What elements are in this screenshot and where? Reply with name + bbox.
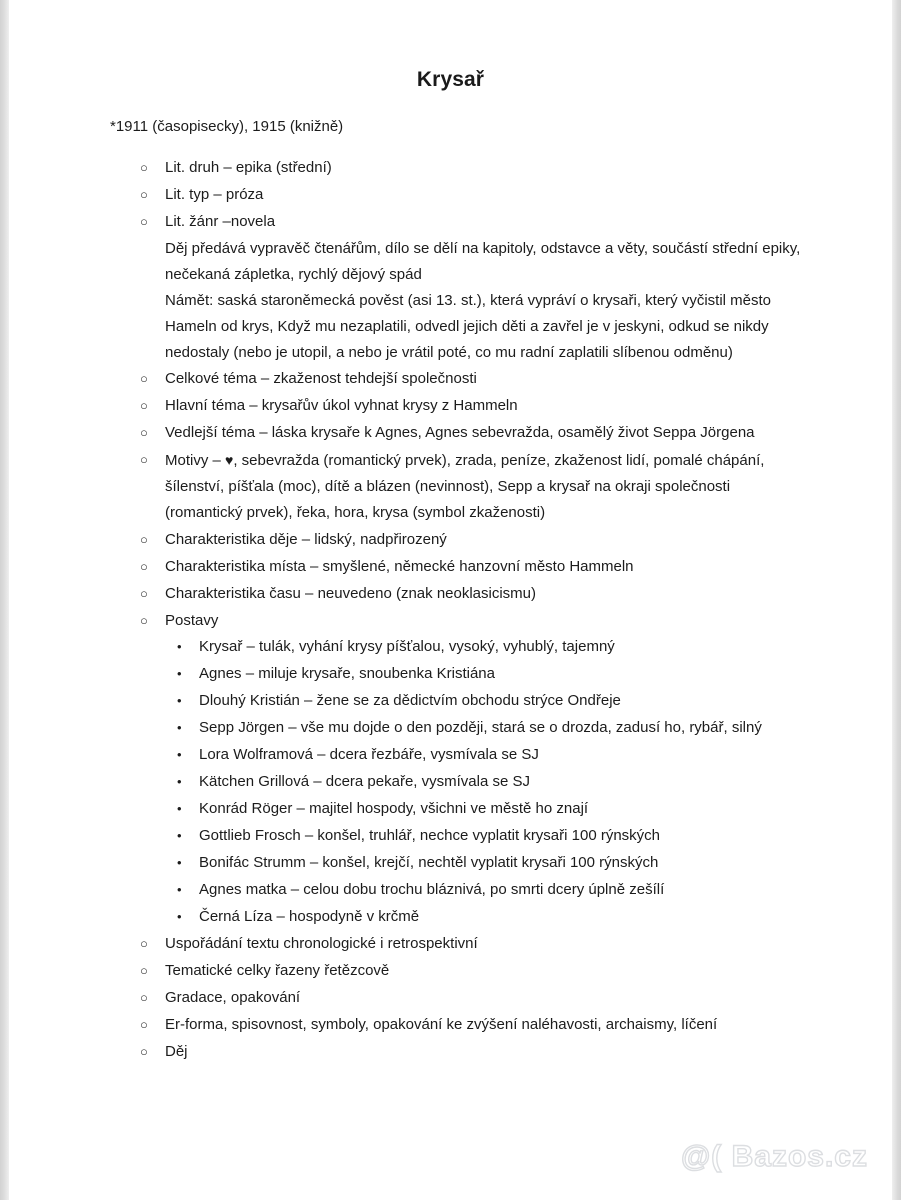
list-item <box>165 661 802 687</box>
motifs-text: , sebevražda (romantický prvek), zrada, peníze, zkaženost lidí, pomalé chápání, šílenství, píšťala (moc), dítě a blázen (nevinnost), Sepp a krysař na okraji společnosti (romantický prvek), řeka, hora, krysa (symbol zkaženosti) <box>165 452 765 521</box>
character-entry: Dlouhý Kristián – žene se za dědictvím obchodu strýce Ondřeje <box>199 692 621 709</box>
character-entry: Černá Líza – hospodyně v krčmě <box>199 908 420 925</box>
circle-bullet-icon: ○ <box>140 1017 148 1032</box>
list-item <box>9 1039 892 1065</box>
dot-bullet-icon: • <box>177 828 182 843</box>
list-item-text: Vedlejší téma – láska krysaře k Agnes, Agnes sebevražda, osamělý život Seppa Jörgena <box>165 424 755 441</box>
character-entry: Agnes matka – celou dobu trochu bláznivá, po smrti dcery úplně zešílí <box>199 881 665 898</box>
list-item-text: Postavy <box>165 612 219 629</box>
list-item <box>165 688 802 714</box>
circle-bullet-icon: ○ <box>140 1044 148 1059</box>
list-item-text: Charakteristika děje – lidský, nadpřirozený <box>165 531 447 548</box>
dot-bullet-icon: • <box>177 720 182 735</box>
list-item <box>9 931 892 957</box>
page-edge-right <box>892 0 901 1200</box>
list-item <box>9 985 892 1011</box>
list-item <box>9 527 892 553</box>
document-page <box>9 0 892 1200</box>
page-edge-left <box>0 0 9 1200</box>
list-item <box>9 209 892 235</box>
circle-bullet-icon: ○ <box>140 990 148 1005</box>
circle-bullet-icon: ○ <box>140 963 148 978</box>
classification-list <box>9 155 892 235</box>
list-item <box>165 850 802 876</box>
characters-heading <box>9 608 892 930</box>
list-item-text: Uspořádání textu chronologické i retrospektivní <box>165 935 478 952</box>
list-item-text: Lit. žánr –novela <box>165 213 276 230</box>
circle-bullet-icon: ○ <box>140 936 148 951</box>
dot-bullet-icon: • <box>177 747 182 762</box>
list-item <box>165 823 802 849</box>
list-item-text: Celkové téma – zkaženost tehdejší společnosti <box>165 370 477 387</box>
dot-bullet-icon: • <box>177 801 182 816</box>
list-item <box>165 715 802 741</box>
list-item <box>9 581 892 607</box>
heart-icon: ♥ <box>225 452 234 468</box>
character-entry: Lora Wolframová – dcera řezbáře, vysmívala se SJ <box>199 746 539 763</box>
character-entry: Kätchen Grillová – dcera pekaře, vysmívala se SJ <box>199 773 530 790</box>
publication-date-line: *1911 (časopisecky), 1915 (knižně) <box>110 118 344 135</box>
motifs-prefix: Motivy – <box>165 452 226 469</box>
dot-bullet-icon: • <box>177 882 182 897</box>
circle-bullet-icon: ○ <box>140 371 148 386</box>
list-item <box>9 958 892 984</box>
list-item <box>9 155 892 181</box>
motifs-item <box>9 447 892 526</box>
character-entry: Konrád Röger – majitel hospody, všichni ve městě ho znají <box>199 800 589 817</box>
dot-bullet-icon: • <box>177 855 182 870</box>
character-entry: Krysař – tulák, vyhání krysy píšťalou, vysoký, vyhublý, tajemný <box>199 638 615 655</box>
circle-bullet-icon: ○ <box>140 613 148 628</box>
circle-bullet-icon: ○ <box>140 187 148 202</box>
list-item-text: Charakteristika místa – smyšlené, německé hanzovní město Hammeln <box>165 558 634 575</box>
page-title: Krysař <box>416 68 485 91</box>
character-entry: Gottlieb Frosch – konšel, truhlář, nechce vyplatit krysaři 100 rýnských <box>199 827 661 844</box>
dot-bullet-icon: • <box>177 774 182 789</box>
characteristics-list <box>9 527 892 930</box>
source-paragraph: Námět: saská staroněmecká pověst (asi 13. st.), která vypráví o krysaři, který vyčistil město Hameln od krys, Když mu nezaplatili, odvedl jejich děti a zavřel je v jeskyni, odkud se nikdy nedostaly (nebo je utopil, a nebo je vrátil poté, co mu radní zaplatili slíbenou odměnu) <box>165 292 772 361</box>
list-item <box>165 796 802 822</box>
list-item <box>165 742 802 768</box>
list-item-text: Gradace, opakování <box>165 989 301 1006</box>
circle-bullet-icon: ○ <box>140 160 148 175</box>
character-entry: Agnes – miluje krysaře, snoubenka Kristiána <box>199 665 495 682</box>
list-item <box>9 554 892 580</box>
dot-bullet-icon: • <box>177 639 182 654</box>
list-item <box>9 366 892 392</box>
structure-list <box>9 931 892 1065</box>
dot-bullet-icon: • <box>177 666 182 681</box>
list-item-text: Lit. druh – epika (střední) <box>165 159 332 176</box>
list-item <box>165 634 802 660</box>
list-item-text: Charakteristika času – neuvedeno (znak neoklasicismu) <box>165 585 537 602</box>
circle-bullet-icon: ○ <box>140 398 148 413</box>
document-body <box>9 155 892 1066</box>
circle-bullet-icon: ○ <box>140 532 148 547</box>
circle-bullet-icon: ○ <box>140 214 148 229</box>
list-item-text: Hlavní téma – krysařův úkol vyhnat krysy z Hammeln <box>165 397 518 414</box>
list-item-text: Er-forma, spisovnost, symboly, opakování ke zvýšení naléhavosti, archaismy, líčení <box>165 1016 718 1033</box>
dot-bullet-icon: • <box>177 693 182 708</box>
list-item <box>165 904 802 930</box>
themes-list <box>9 366 892 526</box>
characters-list <box>165 634 802 930</box>
watermark: @( Bazos.cz <box>681 1140 868 1173</box>
list-item <box>9 1012 892 1038</box>
list-item <box>9 182 892 208</box>
list-item-text: Lit. typ – próza <box>165 186 264 203</box>
list-item <box>9 393 892 419</box>
dot-bullet-icon: • <box>177 909 182 924</box>
character-entry: Sepp Jörgen – vše mu dojde o den později, stará se o drozda, zadusí ho, rybář, silný <box>199 719 762 736</box>
circle-bullet-icon: ○ <box>140 559 148 574</box>
circle-bullet-icon: ○ <box>140 586 148 601</box>
circle-bullet-icon: ○ <box>140 452 148 467</box>
narrative-paragraph: Děj předává vypravěč čtenářům, dílo se dělí na kapitoly, odstavce a věty, součástí střední epiky, nečekaná zápletka, rychlý dějový spád <box>165 240 801 283</box>
list-item <box>165 877 802 903</box>
list-item <box>9 420 892 446</box>
list-item-text: Děj <box>165 1043 188 1060</box>
list-item <box>165 769 802 795</box>
character-entry: Bonifác Strumm – konšel, krejčí, nechtěl vyplatit krysaři 100 rýnských <box>199 854 659 871</box>
list-item-text: Tematické celky řazeny řetězcově <box>165 962 390 979</box>
circle-bullet-icon: ○ <box>140 425 148 440</box>
